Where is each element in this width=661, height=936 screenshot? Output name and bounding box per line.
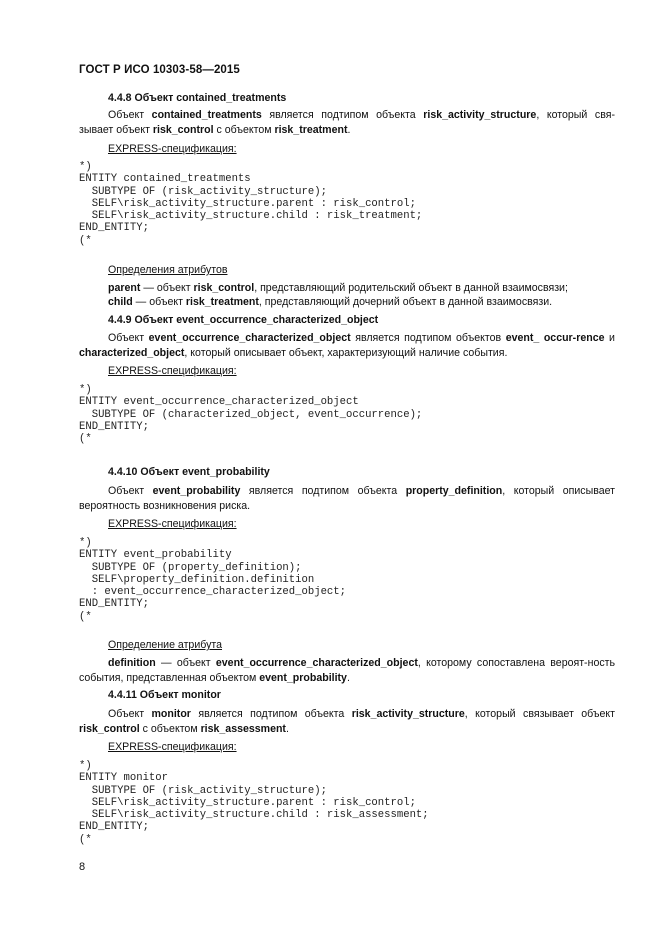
document-header: ГОСТ Р ИСО 10303-58—2015 (79, 64, 240, 76)
attribute-definitions-label: Определения атрибутов (108, 264, 228, 276)
attribute-definition-label: Определение атрибута (108, 639, 223, 651)
express-code-block: *) ENTITY monitor SUBTYPE OF (risk_activity_structure); SELF\risk_activity_structure.parent : risk_control; SELF\risk_activity_structure.child : risk_assessment; END_ENTITY; (* (79, 760, 429, 846)
express-code-block: *) ENTITY event_probability SUBTYPE OF (property_definition); SELF\property_definition.definition : event_occurrence_characterized_object; END_ENTITY; (* (79, 537, 347, 623)
section-4-4-10-paragraph: Объект event_probability является подтипом объекта property_definition, который описывает вероятность возникновения риска. (79, 485, 615, 512)
attribute-definition: parent — объект risk_control, представляющий родительский объект в данной взаимосвязи; (108, 282, 568, 294)
express-spec-label: EXPRESS-спецификация: (108, 741, 237, 753)
express-spec-label: EXPRESS-спецификация: (108, 365, 237, 377)
express-spec-label: EXPRESS-спецификация: (108, 143, 237, 155)
attribute-definition: definition — объект event_occurrence_characterized_object, которому сопоставлена вероят-ность события, представленная объектом event_probability. (79, 657, 615, 684)
attribute-definition: child — объект risk_treatment, представляющий дочерний объект в данной взаимосвязи. (108, 296, 553, 308)
page-number: 8 (79, 861, 86, 873)
express-spec-label: EXPRESS-спецификация: (108, 518, 237, 530)
express-code-block: *) ENTITY event_occurrence_characterized_object SUBTYPE OF (characterized_object, event_occurrence); END_ENTITY; (* (79, 384, 423, 446)
section-heading-4-4-11: 4.4.11 Объект monitor (108, 689, 221, 701)
section-4-4-8-paragraph: Объект contained_treatments является подтипом объекта risk_activity_structure, который свя-зывает объект risk_control с объектом risk_treatment. (79, 109, 615, 136)
section-heading-4-4-9: 4.4.9 Объект event_occurrence_characterized_object (108, 314, 379, 326)
section-4-4-9-paragraph: Объект event_occurrence_characterized_object является подтипом объектов event_ occur-rence и characterized_object, который описывает объект, характеризующий наличие события. (79, 332, 615, 359)
section-heading-4-4-10: 4.4.10 Объект event_probability (108, 466, 270, 478)
section-heading-4-4-8: 4.4.8 Объект contained_treatments (108, 92, 287, 104)
section-4-4-11-paragraph: Объект monitor является подтипом объекта risk_activity_structure, который связывает объект risk_control с объектом risk_assessment. (79, 708, 615, 735)
express-code-block: *) ENTITY contained_treatments SUBTYPE OF (risk_activity_structure); SELF\risk_activity_structure.parent : risk_control; SELF\risk_activity_structure.child : risk_treatment; END_ENTITY; (* (79, 161, 423, 247)
